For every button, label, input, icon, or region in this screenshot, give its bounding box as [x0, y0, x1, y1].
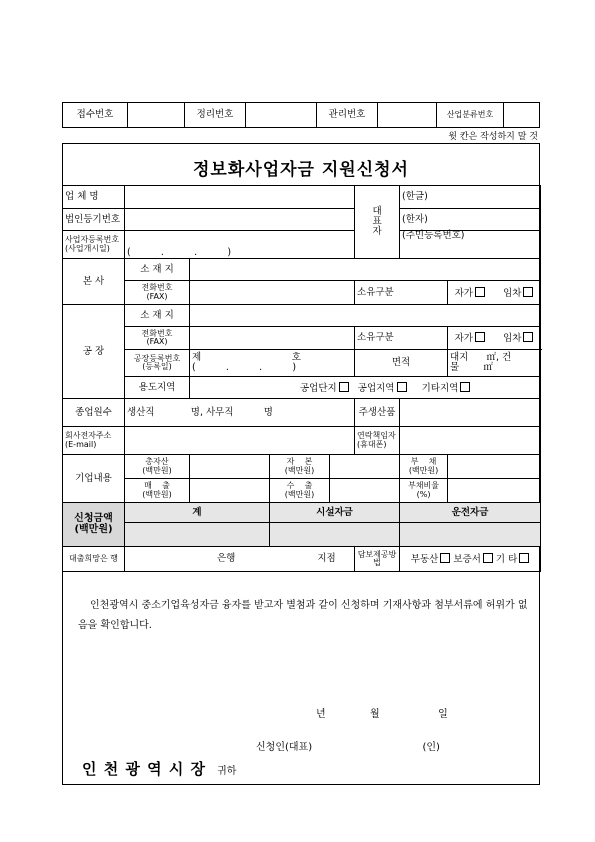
total-assets-field[interactable]: [190, 455, 270, 479]
zone-complex-checkbox[interactable]: [339, 382, 349, 392]
debt-ratio-label: 부채비율 (%): [400, 479, 448, 503]
real-estate-checkbox[interactable]: [440, 553, 450, 563]
biz-reg-label: 사업자등록번호 (사업개시일): [63, 231, 125, 259]
fc-rent-checkbox[interactable]: [523, 332, 533, 342]
ho-phone-field[interactable]: [190, 281, 355, 305]
fc-reg-field[interactable]: 제 호 ( . . ): [190, 350, 355, 377]
rep-chinese-field[interactable]: [400, 209, 541, 231]
application-table: [62, 185, 541, 572]
request-amount-label: 신청금액 (백만원): [63, 503, 125, 547]
form-title: 정보화사업자금 지원신청서: [193, 160, 409, 180]
seal-label: (인): [422, 742, 440, 753]
rep-korean-field[interactable]: [400, 186, 541, 209]
fc-phone-label: 전화번호 (FAX): [125, 327, 190, 350]
collateral-label: 담보제공방 법: [355, 547, 400, 572]
fc-zone-options: 공업단지 공업지역 기타지역: [190, 377, 541, 399]
zone-other-checkbox[interactable]: [460, 382, 470, 392]
debt-ratio-field[interactable]: [448, 479, 541, 503]
finance-label: 기업내용: [63, 455, 125, 503]
ho-location-label: 소 재 지: [125, 259, 190, 281]
zone-industrial-checkbox[interactable]: [397, 382, 407, 392]
corp-reg-label: 법인등기번호: [63, 209, 125, 231]
company-name-field[interactable]: [125, 186, 355, 209]
ho-own-checkbox[interactable]: [475, 287, 485, 297]
request-facility-label: 시설자금: [270, 503, 400, 523]
request-facility-field[interactable]: [270, 523, 400, 547]
biz-reg-field[interactable]: [125, 231, 355, 259]
ho-ownership-label: 소유구분: [355, 281, 448, 305]
capital-field[interactable]: [330, 455, 400, 479]
sales-label: 매 출 (백만원): [125, 479, 190, 503]
ho-rent-checkbox[interactable]: [523, 287, 533, 297]
employees-field[interactable]: 생산직 명, 사무직 명: [125, 399, 355, 427]
fc-own-checkbox[interactable]: [475, 332, 485, 342]
arrange-no-field[interactable]: [246, 103, 317, 128]
manage-no-field[interactable]: [378, 103, 437, 128]
corp-reg-field[interactable]: [125, 209, 355, 231]
rep-resident-field[interactable]: [400, 231, 541, 259]
main-product-field[interactable]: [400, 399, 541, 427]
main-product-label: 주생산품: [355, 399, 400, 427]
loan-bank-field[interactable]: 은행 지점: [125, 547, 355, 572]
guarantee-checkbox[interactable]: [483, 553, 493, 563]
fc-zone-label: 용도지역: [125, 377, 190, 399]
rep-korean-label: (한글): [402, 191, 428, 203]
fc-ownership-options: 자가 임차: [448, 327, 541, 350]
company-name-label: 업 체 명: [63, 186, 125, 209]
rep-resident-label: (주민등록번호): [402, 230, 465, 241]
collateral-options: 부동산 보증서 기 타: [400, 547, 541, 572]
contact-person-field[interactable]: [400, 427, 541, 455]
fc-phone-field[interactable]: [190, 327, 355, 350]
declaration-text: 인천광역시 중소기업육성자금 융자를 받고자 별첨과 같이 신청하며 기재사항과 첨부서류에 허위가 없음을 확인합니다.: [78, 600, 528, 631]
liabilities-label: 부 채 (백만원): [400, 455, 448, 479]
capital-label: 자 본 (백만원): [270, 455, 330, 479]
month-label: 월: [370, 709, 380, 720]
office-note: 윗 칸은 작성하지 말 것: [448, 132, 538, 142]
industry-code-field[interactable]: [504, 103, 540, 128]
honorific: 귀하: [217, 766, 237, 777]
recipient: 인 천 광 역 시 장: [82, 760, 207, 778]
loan-bank-label: 대출희망은 행: [63, 547, 125, 572]
export-field[interactable]: [330, 479, 400, 503]
export-label: 수 출 (백만원): [270, 479, 330, 503]
head-office-label: 본 사: [63, 259, 125, 305]
representative-label: 대 표 자: [355, 186, 400, 259]
liabilities-field[interactable]: [448, 455, 541, 479]
fc-reg-label: 공장등록번호 (등록일): [125, 350, 190, 377]
year-label: 년: [316, 709, 326, 720]
arrange-no-label: 정리번호: [185, 103, 246, 128]
email-label: 회사전자주소 (E-mail): [63, 427, 125, 455]
fc-location-field[interactable]: [190, 305, 541, 327]
applicant-label: 신청인(대표): [256, 742, 313, 753]
fc-area-label: 면적: [355, 350, 448, 377]
recipient-line: [82, 758, 236, 779]
other-collateral-checkbox[interactable]: [519, 553, 529, 563]
request-operating-label: 운전자금: [400, 503, 541, 523]
ho-ownership-options: 자가 임차: [448, 281, 541, 305]
sales-field[interactable]: [190, 479, 270, 503]
total-assets-label: 총자산 (백만원): [125, 455, 190, 479]
fc-ownership-label: 소유구분: [355, 327, 448, 350]
biz-reg-date: ( . . ): [127, 247, 232, 259]
request-total-field[interactable]: [125, 523, 270, 547]
fc-area-field[interactable]: 대지 ㎡, 건물 ㎡: [448, 350, 541, 377]
request-total-label: 계: [125, 503, 270, 523]
receipt-no-field[interactable]: [128, 103, 185, 128]
ho-location-field[interactable]: [190, 259, 541, 281]
ho-phone-label: 전화번호 (FAX): [125, 281, 190, 305]
fc-location-label: 소 재 지: [125, 305, 190, 327]
email-field[interactable]: [125, 427, 355, 455]
industry-code-label: 산업분류번호: [437, 103, 504, 128]
employees-label: 종업원수: [63, 399, 125, 427]
day-label: 일: [438, 709, 448, 720]
factory-label: 공 장: [63, 305, 125, 399]
receipt-no-label: 접수번호: [63, 103, 128, 128]
office-use-table: [62, 102, 540, 128]
contact-person-label: 연락책임자 (휴대폰): [355, 427, 400, 455]
date-line: [316, 705, 448, 720]
applicant-line: [256, 738, 440, 753]
request-operating-field[interactable]: [400, 523, 541, 547]
rep-chinese-label: (한자): [402, 213, 428, 225]
manage-no-label: 관리번호: [317, 103, 378, 128]
